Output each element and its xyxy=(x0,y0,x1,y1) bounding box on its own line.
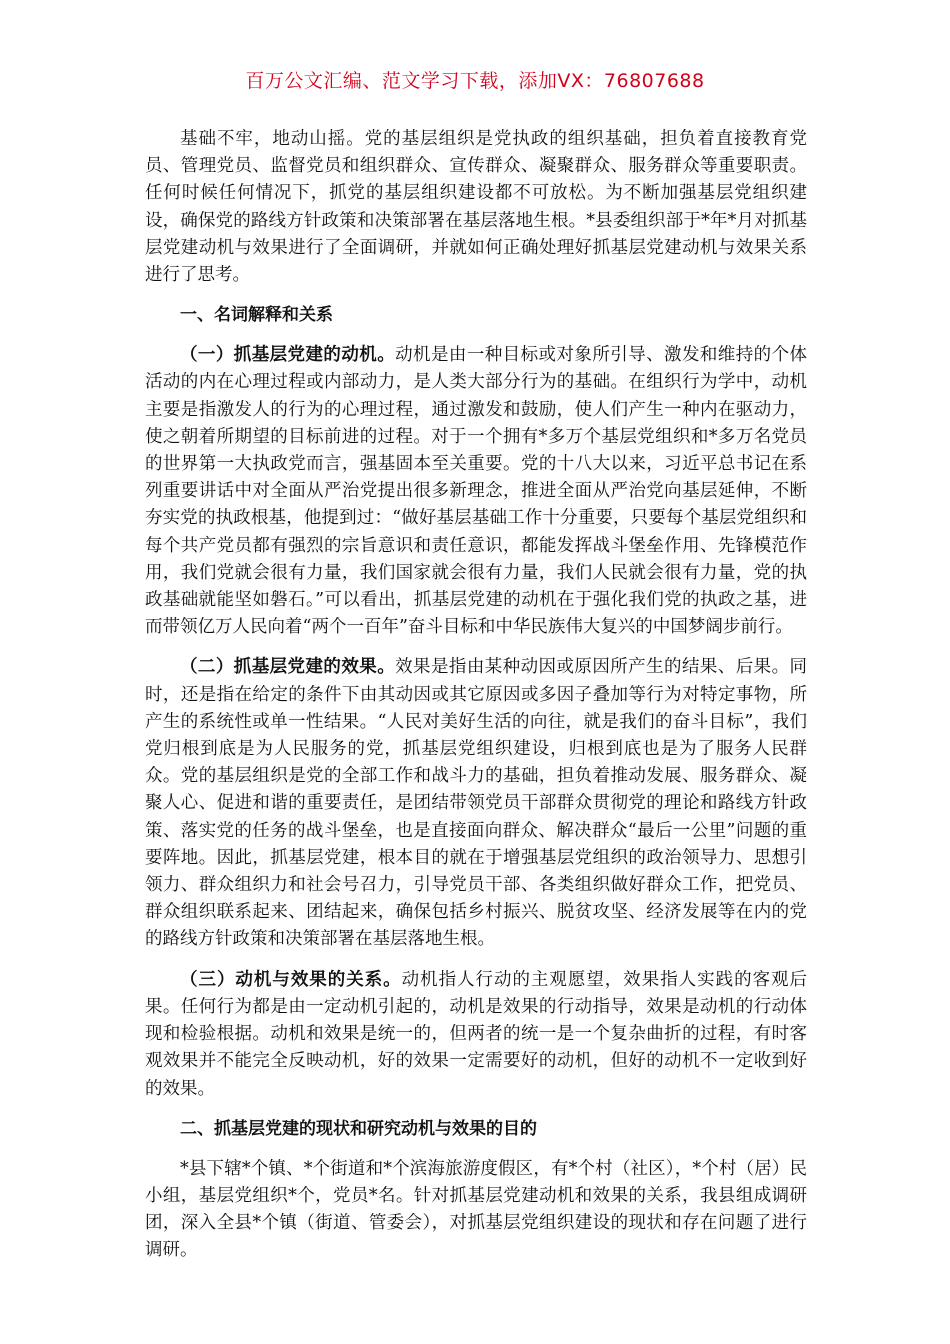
paragraph-lead: （三）动机与效果的关系。 xyxy=(180,969,402,990)
document-body xyxy=(145,126,807,1265)
intro-paragraph: 基础不牢，地动山摇。党的基层组织是党执政的组织基础，担负着直接教育党员、管理党员、监督党员和组织群众、宣传群众、凝聚群众、服务群众等重要职责。任何时候任何情况下，抓党的基层组织建设都不可放松。为不断加强基层党组织建设，确保党的路线方针政策和决策部署在基层落地生根。*县委组织部于*年*月对抓基层党建动机与效果进行了全面调研，并就如何正确处理好抓基层党建动机与效果关系进行了思考。 xyxy=(145,129,807,286)
section-1-paragraph-1 xyxy=(145,342,807,641)
section-2-heading: 二、抓基层党建的现状和研究动机与效果的目的 xyxy=(180,1118,537,1139)
section-2-paragraph-1: *县下辖*个镇、*个街道和*个滨海旅游度假区，有*个村（社区），*个村（居）民小组，基层党组织*个，党员*名。针对抓基层党建动机和效果的关系，我县组成调研团，深入全县*个镇（街道、管委会），对抓基层党组织建设的现状和存在问题了进行调研。 xyxy=(145,1158,807,1261)
paragraph-body: 动机指人行动的主观愿望，效果指人实践的客观后果。任何行为都是由一定动机引起的，动机是效果的行动指导，效果是动机的行动体现和检验根据。动机和效果是统一的，但两者的统一是一个复杂曲折的过程，有时客观效果并不能完全反映动机，好的效果一定需要好的动机，但好的动机不一定收到好的效果。 xyxy=(145,969,808,1099)
paragraph-lead: （二）抓基层党建的效果。 xyxy=(180,657,396,678)
paragraph-body: 动机是由一种目标或对象所引导、激发和维持的个体活动的内在心理过程或内部动力，是人类大部分行为的基础。在组织行为学中，动机主要是指激发人的行为的心理过程，通过激发和鼓励，使人们产生一种内在驱动力，使之朝着所期望的目标前进的过程。对于一个拥有*多万个基层党组织和*多万名党员的世界第一大执政党而言，强基固本至关重要。党的十八大以来，习近平总书记在系列重要讲话中对全面从严治党提出很多新理念，推进全面从严治党向基层延伸，不断夯实党的执政根基，他提到过：“做好基层基础工作十分重要，只要每个基层党组织和每个共产党员都有强烈的宗旨意识和责任意识，都能发挥战斗堡垒作用、先锋模范作用，我们党就会很有力量，我们国家就会很有力量，我们人民就会很有力量，党的执政基础就能坚如磐石。”可以看出，抓基层党建的动机在于强化我们党的执政之基，进而带领亿万人民向着“两个一百年”奋斗目标和中华民族伟大复兴的中国梦阔步前行。 xyxy=(145,345,808,638)
section-1-paragraph-3 xyxy=(145,967,807,1103)
paragraph-body: 效果是指由某种动因或原因所产生的结果、后果。同时，还是指在给定的条件下由其动因或其它原因或多因子叠加等行为对特定事物，所产生的系统性或单一性结果。“人民对美好生活的向往，就是我们的奋斗目标”，我们党归根到底是为人民服务的党，抓基层党组织建设，归根到底也是为了服务人民群众。党的基层组织是党的全部工作和战斗力的基础，担负着推动发展、服务群众、凝聚人心、促进和谐的重要责任，是团结带领党员干部群众贯彻党的理论和路线方针政策、落实党的任务的战斗堡垒，也是直接面向群众、解决群众“最后一公里”问题的重要阵地。因此，抓基层党建，根本目的就在于增强基层党组织的政治领导力、思想引领力、群众组织力和社会号召力，引导党员干部、各类组织做好群众工作，把党员、群众组织联系起来、团结起来，确保包括乡村振兴、脱贫攻坚、经济发展等在内的党的路线方针政策和决策部署在基层落地生根。 xyxy=(145,657,808,950)
paragraph-lead: （一）抓基层党建的动机。 xyxy=(180,345,396,366)
header-banner: 百万公文汇编、范文学习下载，添加VX：76807688 xyxy=(245,70,705,92)
section-1-heading: 一、名词解释和关系 xyxy=(180,305,333,326)
section-1-paragraph-2 xyxy=(145,654,807,953)
